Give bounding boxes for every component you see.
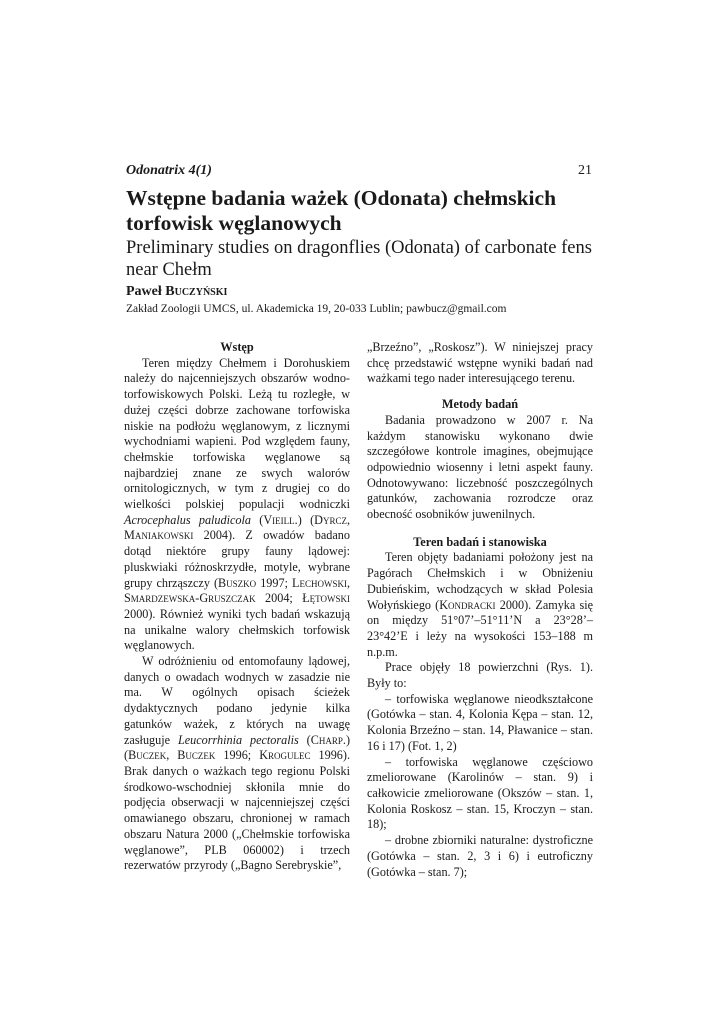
list-item-carbonate-fens: – torfowiska węglanowe nieodkształcone (Gotówka – stan. 4, Kolonia Kępa – stan. 12, Kolonia Brzeźno – stan. 14, Pławanice – stan. 16 i 17) (Fot. 1, 2) <box>367 691 593 753</box>
citation-author: Vieill. <box>263 512 298 527</box>
left-column <box>124 340 350 874</box>
author-last-name: Buczyński <box>165 284 228 299</box>
paragraph-introduction-continued: „Brzeźno”, „Roskosz”). W niniejszej pracy chcę przedstawić wstępne wyniki badań nad ważkami tego nader interesującego terenu. <box>367 340 593 386</box>
citation-author: Lechowski, Smardzewska-Gruszczak <box>124 575 350 606</box>
list-item-drained-fens: – torfowiska węglanowe częściowo zmeliorowane (Karolinów – stan. 9) i całkowicie zmeliorowane (Okszów – stan. 1, Kolonia Roskosz – stan. 15, Kroczyn – stan. 18); <box>367 754 593 832</box>
citation-author: Buczek, Buczek <box>128 748 216 763</box>
journal-name: Odonatrix 4(1) <box>126 163 212 178</box>
paragraph-introduction-2: W odróżnieniu od entomofauny lądowej, danych o owadach wodnych w zasadzie nie ma. W ogólnych opisach ścieżek dydaktycznych podano jedynie kilka gatunków ważek, z których na uwagę zasługuje Leucorrhinia pectoralis (Charp.) (Buczek, Buczek 1996; Krogulec 1996). Brak danych o ważkach tego regionu Polski środkowo-wschodniej skłonila mnie do podjęcia obserwacji w najcenniejszej części omawianego obszaru, chronionej w ramach obszaru Natura 2000 („Chełmskie torfowiska węglanowe”, PLB 060002) i trzech rezerwatów przyrody („Bagno Serebryskie”, <box>124 654 350 873</box>
running-header <box>126 163 592 181</box>
species-name: Leucorrhinia pectoralis <box>177 732 299 747</box>
article-title-polish: Wstępne badania ważek (Odonata) chełmskich torfowisk węglanowych <box>126 186 557 235</box>
author-first-name: Paweł <box>126 284 162 299</box>
page-number: 21 <box>578 163 592 178</box>
citation-author: Dyrcz, Maniakowski <box>124 512 350 543</box>
paragraph-methods: Badania prowadzono w 2007 r. Na każdym stanowisku wykonano dwie szczegółowe kontrole imagines, obejmujące odpowiednio wiosenny i letni aspekt fauny. Odnotowywano: liczebność poszczególnych gatunków, zachowania rozrodcze oraz obecność osobników juwenilnych. <box>367 412 593 522</box>
section-heading-introduction: Wstęp <box>220 340 254 354</box>
paragraph-study-area-1: Teren objęty badaniami położony jest na Pagórach Chełmskich i w Obniżeniu Dubieńskim, wchodzących w skład Polesia Wołyńskiego (Kondracki 2000). Zamyka się on między 51°07’–51°11’N a 23°28’–23°42’E i leży na wysokości 153–188 m n.p.m. <box>367 550 594 659</box>
citation-author: Łętowski <box>302 591 350 606</box>
section-heading-study-area: Teren badań i stanowiska <box>413 534 547 549</box>
species-name: Acrocephalus paludicola <box>124 512 251 527</box>
article-title-english: Preliminary studies on dragonflies (Odonata) of carbonate fens near Chełm <box>126 238 592 280</box>
paragraph-study-area-2: Prace objęły 18 powierzchni (Rys. 1). Były to: <box>367 660 593 691</box>
author-name <box>126 284 227 300</box>
section-heading-methods: Metody badań <box>441 397 519 412</box>
author-affiliation: Zakład Zoologii UMCS, ul. Akademicka 19, 20-033 Lublin; pawbucz@gmail.com <box>126 303 507 315</box>
paragraph-introduction-1: Teren między Chełmem i Dorohuskiem należy do najcenniejszych obszarów wodno-torfowiskowych Polski. Leżą tu rozległe, w dużej części dobrze zachowane torfowiska niskie na podłożu węglanowym, z licznymi wychodniami wapieni. Pod względem fauny, chełmskie torfowiska węglanowe są najbardziej znane ze swych walorów ornitologicznych, w tym z drugiej co do wielkości polskiej populacji wodniczki Acrocephalus paludicola (Vieill.) (Dyrcz, Maniakowski 2004). Z owadów badano dotąd niektóre grupy fauny lądowej: pluskwiaki różnoskrzydłe, motyle, wybrane grupy chrząszczy (Buszko 1997; Lechowski, Smardzewska-Gruszczak 2004; Łętowski 2000). Również wyniki tych badań wskazują na unikalne walory chełmskich torfowisk węglanowych. <box>124 355 350 653</box>
right-column <box>367 340 593 880</box>
list-item-small-ponds: – drobne zbiorniki naturalne: dystroficzne (Gotówka – stan. 2, 3 i 6) i eutroficzny (Gotówka – stan. 7); <box>367 833 593 879</box>
citation-author: Kondracki <box>439 597 496 612</box>
citation-author: Buszko <box>218 575 257 590</box>
citation-author: Krogulec <box>259 748 311 763</box>
citation-author: Charp. <box>310 732 346 747</box>
